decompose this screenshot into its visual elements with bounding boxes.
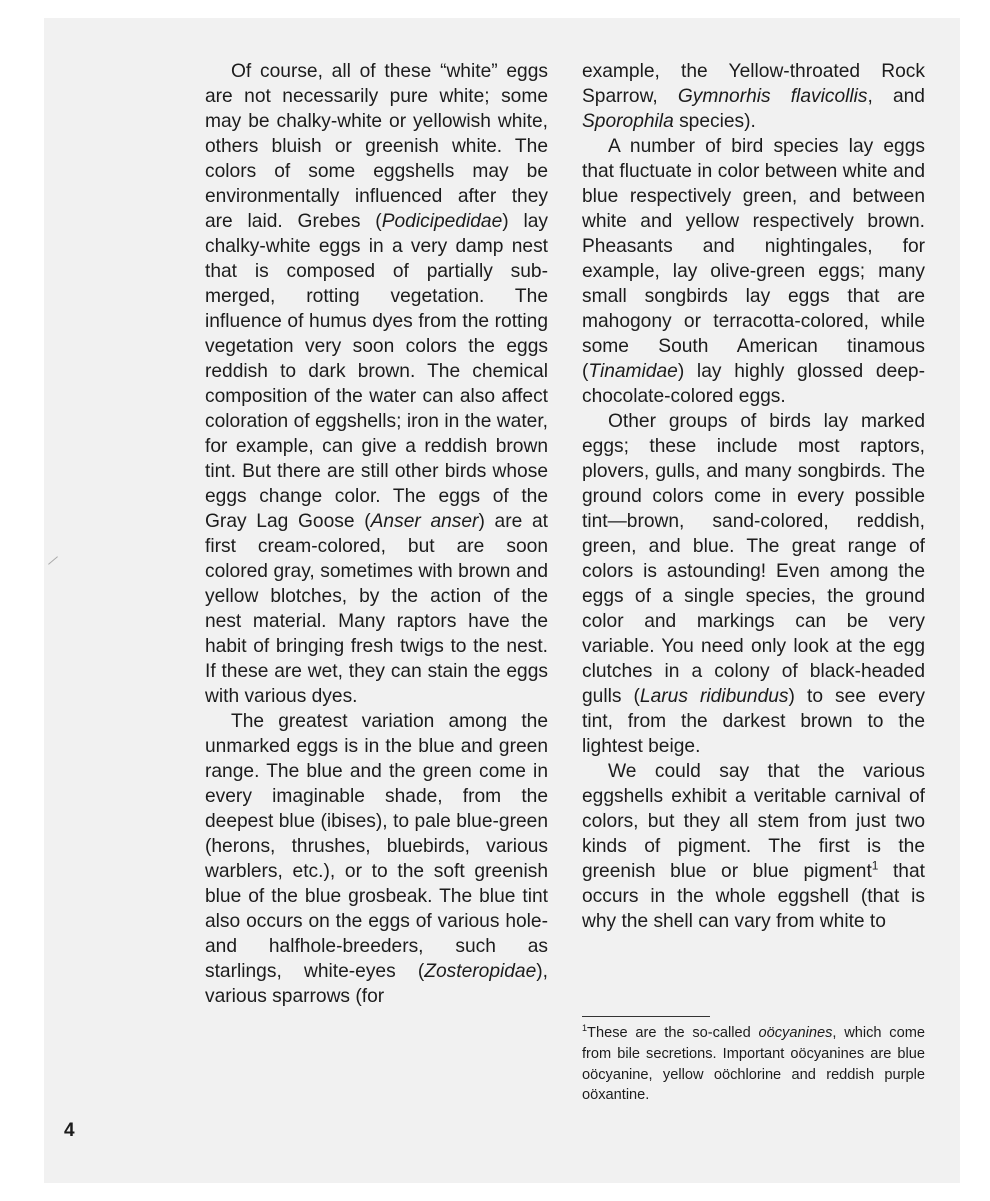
italic-term: oöcyanines: [758, 1025, 833, 1041]
text-run: species).: [673, 111, 756, 132]
text-run: Other groups of birds lay marked eggs; these include most raptors, plovers, gulls, and many songbirds. The ground colors come in every possible tint—brown, sand-colored, reddish, green, and blue. The great range of colors is astounding! Even among the eggs of a single species, the ground color and markings can be very variable. You need only look at the egg clutches in a colony of black-headed gulls (: [582, 411, 925, 707]
text-run: ) lay chalky-white eggs in a very damp nest that is composed of partially submerged, rotting vegetation. The influence of humus dyes from the rotting vegetation very soon colors the eggs reddish to dark brown. The chemical composition of the water can also affect coloration of eggshells; iron in the water, for example, can give a reddish brown tint. But there are still other birds whose eggs change color. The eggs of the Gray Lag Goose (: [205, 211, 548, 532]
text-run: Of course, all of these “white” eggs are not necessarily pure white; some may be chalky-white or yellowish white, others bluish or greenish white. The colors of some eggshells may be environmentally influenced after they are laid. Grebes (: [205, 61, 548, 232]
italic-term: Sporophila: [582, 111, 674, 132]
text-run: We could say that the various eggshells exhibit a veritable carnival of colors, but they all stem from just two kinds of pigment. The first is the greenish blue or blue pigment: [582, 761, 925, 882]
italic-term: Zosteropidae: [424, 961, 537, 982]
paragraph: [205, 709, 548, 1009]
footnote-marker: 1: [871, 858, 879, 873]
paragraph: [582, 409, 925, 759]
text-run: A number of bird species lay eggs that fluctuate in color between white and blue respectively green, and between white and yellow respectively brown. Pheasants and nightingales, for example, lay olive-green eggs; many small songbirds lay eggs that are mahogony or terracotta-colored, while some South American tinamous (: [582, 136, 925, 382]
text-run: ) are at first cream-colored, but are soon colored gray, sometimes with brown and yellow blotches, by the action of the nest material. Many raptors have the habit of bringing fresh twigs to the nest. If these are wet, they can stain the eggs with various dyes.: [205, 511, 548, 707]
text-run: The greatest variation among the unmarked eggs is in the blue and green range. The blue and the green come in every imaginable shade, from the deepest blue (ibises), to pale blue-green (herons, thrushes, bluebirds, various warblers, etc.), or to the soft greenish blue of the blue grosbeak. The blue tint also occurs on the eggs of various hole- and halfhole-breeders, such as starlings, white-eyes (: [205, 711, 548, 982]
italic-term: Tinamidae: [588, 361, 678, 382]
italic-term: Gymnorhis flavicollis: [677, 86, 868, 107]
text-run: , which come from bile secretions. Important oöcyanines are blue oöcyanine, yellow oöchlorine and reddish purple oöxantine.: [582, 1025, 925, 1104]
right-text-column: [582, 59, 925, 934]
text-run: that occurs in the whole eggshell (that is why the shell can vary from white to: [582, 861, 925, 932]
italic-term: Anser anser: [370, 511, 479, 532]
paragraph: [582, 134, 925, 409]
italic-term: Larus ridibundus: [639, 686, 789, 707]
paragraph: [582, 759, 925, 934]
footnote-marker: 1: [582, 1023, 588, 1034]
footnote: [582, 1023, 925, 1106]
text-run: These are the so-called: [587, 1025, 759, 1041]
text-run: , and: [867, 86, 925, 107]
page-number: 4: [64, 1120, 75, 1141]
text-run: ) to see every tint, from the darkest brown to the lightest beige.: [582, 686, 925, 757]
paragraph: [582, 59, 925, 134]
footnote-rule: [582, 1016, 710, 1017]
text-run: ) lay highly glossed deep-chocolate-colored eggs.: [582, 361, 925, 407]
text-run: ), various sparrows (for: [205, 961, 548, 1007]
paragraph: [205, 59, 548, 709]
text-run: example, the Yellow-throated Rock Sparrow,: [582, 61, 925, 107]
left-text-column: [205, 59, 548, 1009]
italic-term: Podicipedidae: [381, 211, 503, 232]
